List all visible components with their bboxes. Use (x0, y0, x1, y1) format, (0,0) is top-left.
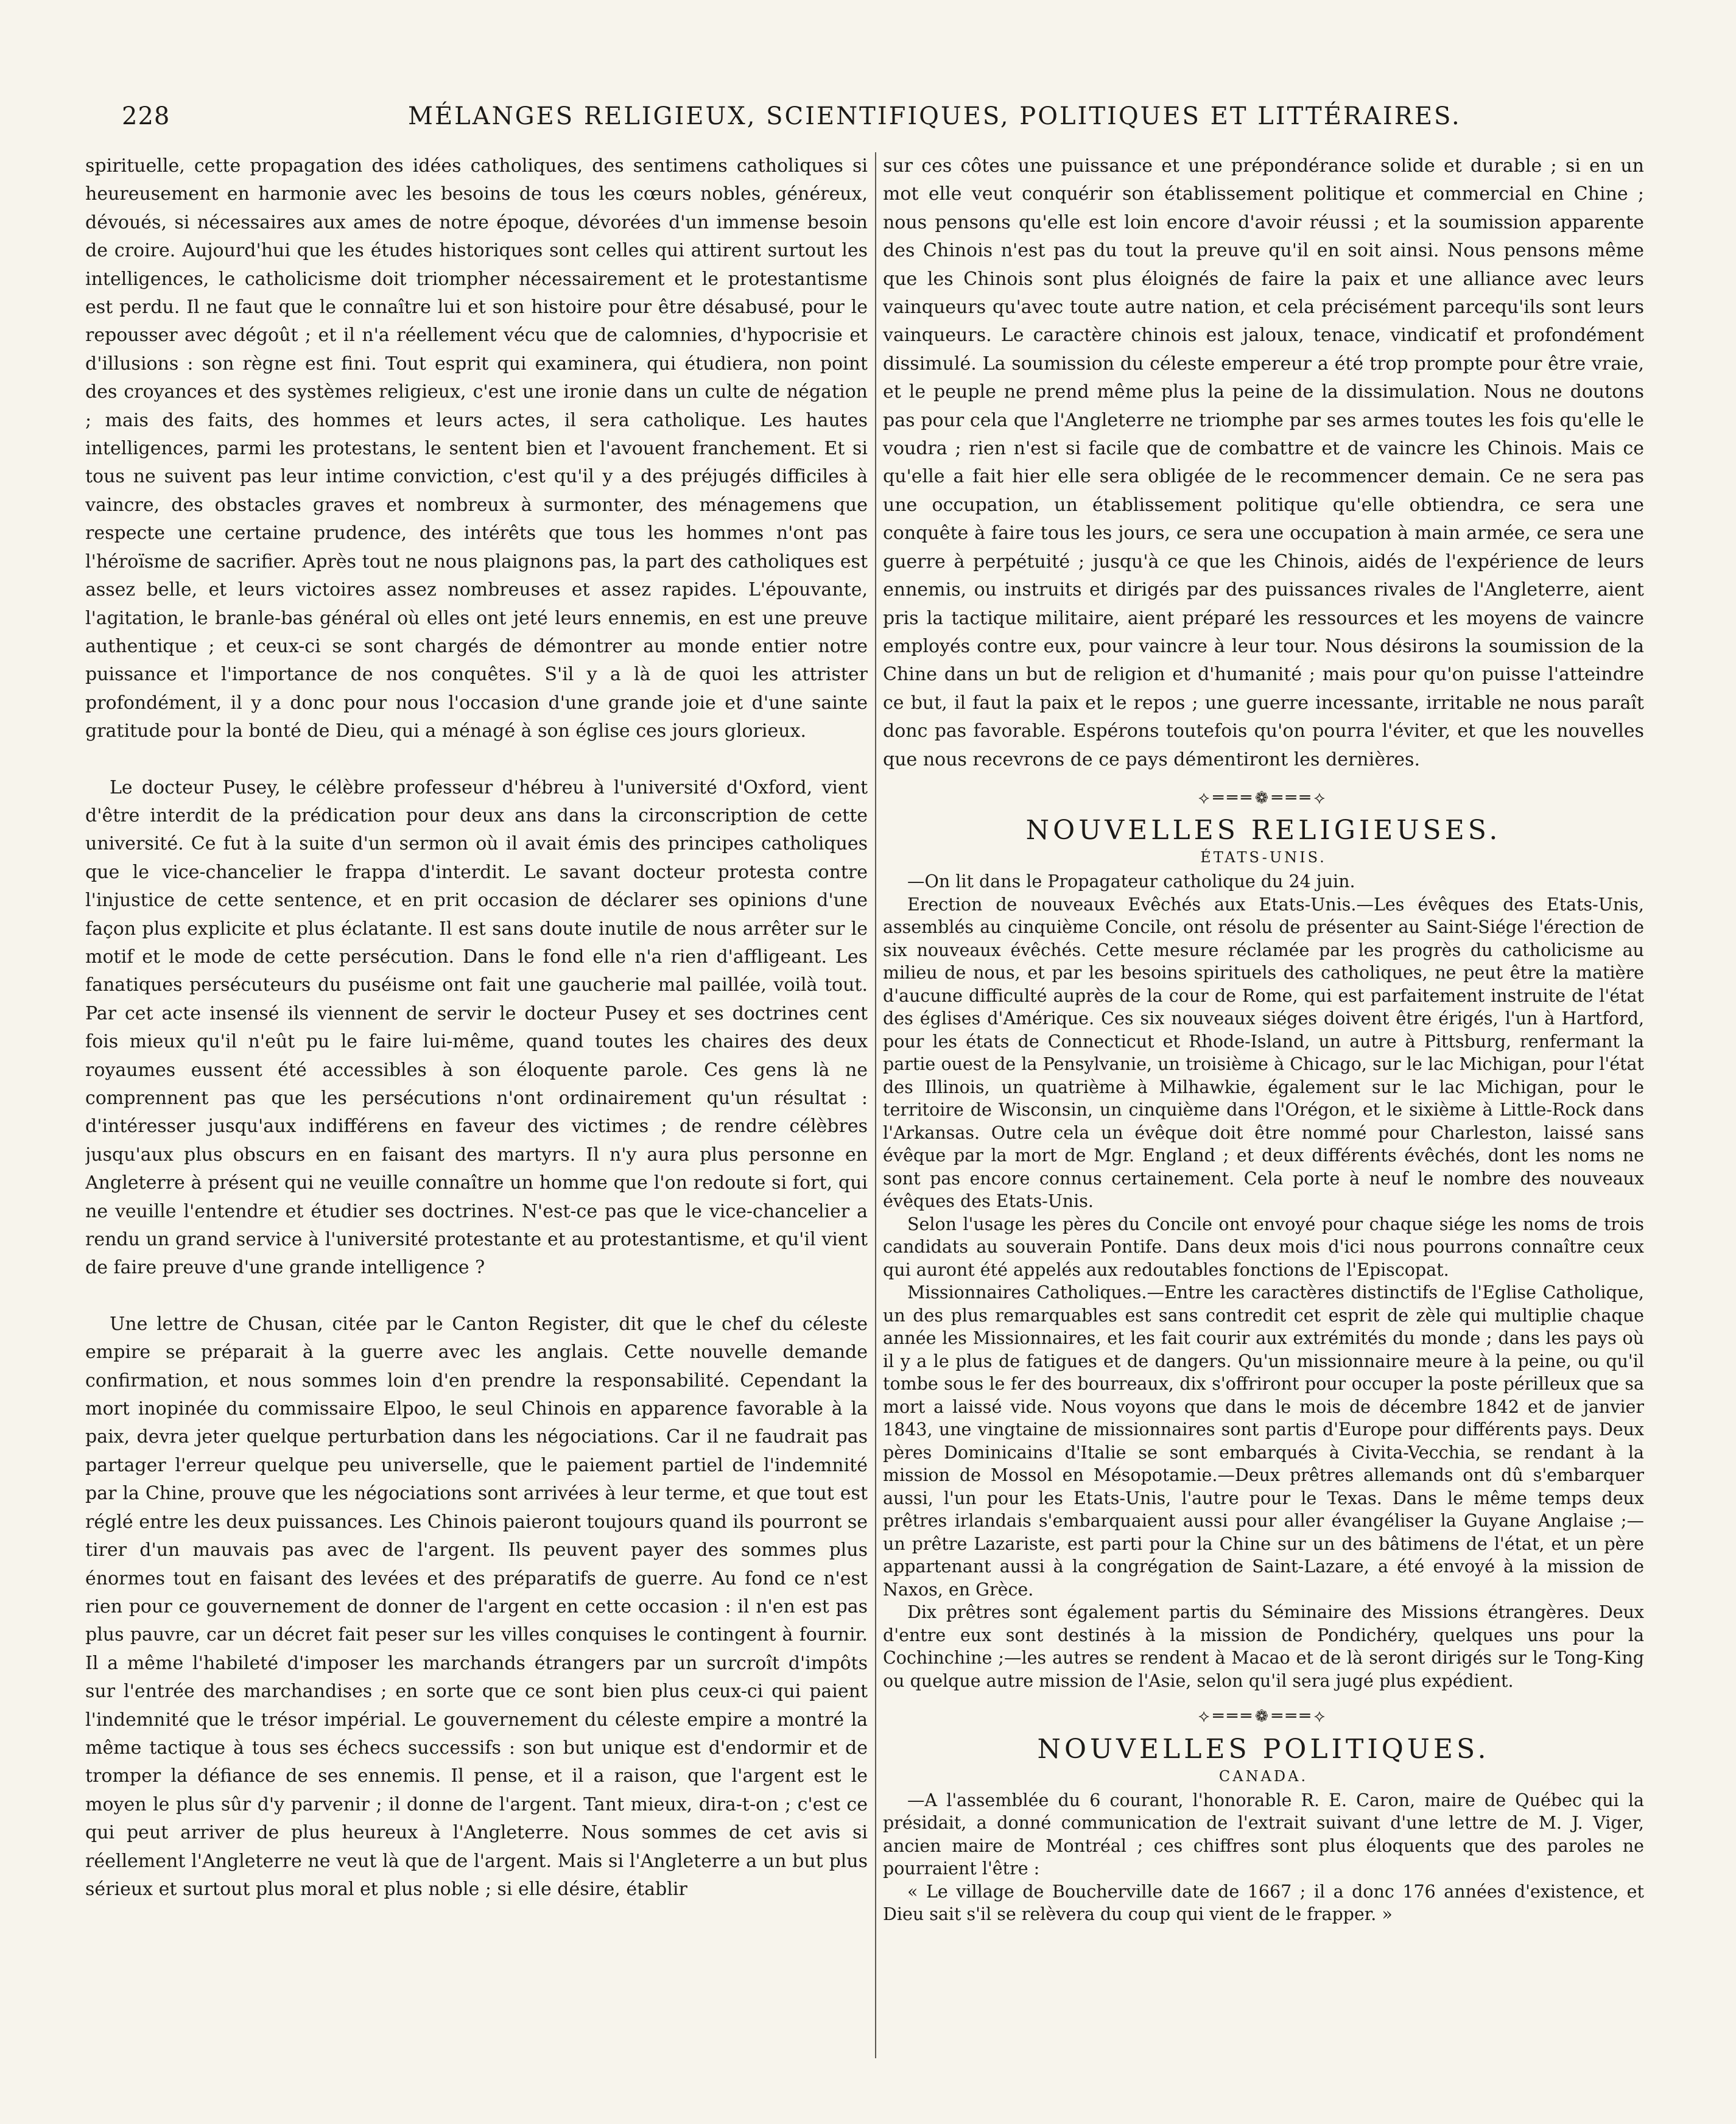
page-header (122, 102, 1656, 145)
page-number: 228 (122, 102, 170, 130)
running-title: MÉLANGES RELIGIEUX, SCIENTIFIQUES, POLITIQUES ET LITTÉRAIRES. (408, 102, 1461, 130)
news-paragraph: —On lit dans le Propagateur catholique du 24 juin. (907, 871, 1355, 892)
article-paragraph: spirituelle, cette propagation des idées catholiques, des sentimens catholiques si heureusement en harmonie avec les besoins de tous les cœurs nobles, généreux, dévoués, si nécessaires aux ames de notre époque, dévorées d'un immense besoin de croire. Aujourd'hui que les études historiques sont celles qui attirent surtout les intelligences, le catholicisme doit triompher nécessairement et le protestantisme est perdu. Il ne faut que le connaître lui et son histoire pour être désabusé, pour le repousser avec dégoût ; et il n'a réellement vécu que de calomnies, d'hypocrisie et d'illusions : son règne est fini. Tout esprit qui examinera, qui étudiera, non point des croyances et des systèmes religieux, c'est une ironie dans un culte de négation ; mais des faits, des hommes et leurs actes, il sera catholique. Les hautes intelligences, parmi les protestans, le sentent bien et l'avouent franchement. Et si tous ne suivent pas leur intime conviction, c'est qu'il y a des préjugés difficiles à vaincre, des obstacles graves et nombreux à surmonter, des ménagemens que respecte une certaine prudence, des intérêts que tous les hommes n'ont pas l'héroïsme de sacrifier. Après tout ne nous plaignons pas, la part des catholiques est assez belle, et leurs victoires assez nombreuses et assez rapides. L'épouvante, l'agitation, le branle-bas général où elles ont jeté leurs ennemis, en est une preuve authentique ; et ceux-ci se sont chargés de démontrer au monde entier notre puissance et l'importance de nos conquêtes. S'il y a là de quoi les attrister profondément, il y a donc pour nous l'occasion d'une grande joie et d'une sainte gratitude pour la bonté de Dieu, qui a ménagé à son église ces jours glorieux. (85, 155, 868, 742)
ornament-divider: ⟡═══❁═══⟡ (1198, 787, 1329, 807)
section-title-religious: NOUVELLES RELIGIEUSES. (1025, 815, 1502, 846)
left-column (85, 152, 868, 2089)
news-paragraph: Erection de nouveaux Evêchés aux Etats-Unis.—Les évêques des Etats-Unis, assemblés au cinquième Concile, ont résolu de présenter au Saint-Siége l'érection de six nouveaux évêchés. Cette mesure réclamée par les progrès du catholicisme au milieu de nous, et par les besoins spirituels des catholiques, ne peut être la matière d'aucune difficulté auprès de la cour de Rome, qui est parfaitement instruite de l'état des églises d'Amérique. Ces six nouveaux siéges doivent être érigés, l'un à Hartford, pour les états de Connecticut et Rhode-Island, un autre à Pittsburg, renfermant la partie ouest de la Pensylvanie, un troisième à Chicago, sur le lac Michigan, pour l'état des Illinois, un quatrième à Milhawkie, également sur le lac Michigan, pour le territoire de Wisconsin, un cinquième dans l'Orégon, et le sixième à Little-Rock dans l'Arkansas. Outre cela un évêque doit être nommé pour Charleston, laissé sans évêque par la mort de Mgr. England ; et deux différents évêchés, dont les noms ne sont pas encore connus certainement. Cela porte à neuf le nombre des nouveaux évêques des Etats-Unis. (883, 894, 1644, 1212)
right-column (883, 152, 1644, 2089)
article-paragraph: Une lettre de Chusan, citée par le Canton Register, dit que le chef du céleste empire se préparait à la guerre avec les anglais. Cette nouvelle demande confirmation, et nous sommes loin d'en prendre la responsabilité. Cependant la mort inopinée du commissaire Elpoo, le seul Chinois en apparence favorable à la paix, devra jeter quelque perturbation dans les négociations. Car il ne faudrait pas partager l'erreur quelque peu universelle, que le paiement partiel de l'indemnité par la Chine, prouve que les négociations sont arrivées à leur terme, et que tout est réglé entre les deux puissances. Les Chinois paieront toujours quand ils pourront se tirer d'un mauvais pas avec de l'argent. Ils peuvent payer des sommes plus énormes tout en faisant des levées et des préparatifs de guerre. Au fond ce n'est rien pour ce gouvernement de donner de l'argent en cette occasion : il n'en est pas plus pauvre, car un décret fait peser sur les villes conquises le contingent à fournir. Il a même l'habileté d'imposer les marchands étrangers par un surcroît d'impôts sur l'entrée des marchandises ; en sorte que ce sont bien plus ceux-ci qui paient l'indemnité que le trésor impérial. Le gouvernement du céleste empire a montré la même tactique à tous ses échecs successifs : son but unique est d'endormir et de tromper la défiance de ses ennemis. Il pense, et il a raison, que l'argent est le moyen le plus sûr d'y parvenir ; il donne de l'argent. Tant mieux, dira-t-on ; c'est ce qui peut arriver de plus heureux à l'Angleterre. Nous sommes de cet avis si réellement l'Angleterre ne veut là que de l'argent. Mais si l'Angleterre a un but plus sérieux et surtout plus moral et plus noble ; si elle désire, établir (85, 1313, 868, 1900)
section-subtitle: CANADA. (1218, 1767, 1309, 1785)
news-paragraph: —A l'assemblée du 6 courant, l'honorable R. E. Caron, maire de Québec qui la présidait, a donné communication de l'extrait suivant d'une lettre de M. J. Viger, ancien maire de Montréal ; ces chiffres sont plus éloquents que des paroles ne pourraient l'être : (883, 1790, 1644, 1879)
ornament-divider: ⟡═══❁═══⟡ (1198, 1706, 1329, 1726)
section-subtitle: ÉTATS-UNIS. (1200, 849, 1327, 867)
article-paragraph: Le docteur Pusey, le célèbre professeur d'hébreu à l'université d'Oxford, vient d'être interdit de la prédication pour deux ans dans la circonscription de cette université. Ce fut à la suite d'un sermon où il avait émis des principes catholiques que le vice-chancelier le frappa d'interdit. Le savant docteur protesta contre l'injustice de cette sentence, et en prit occasion de déclarer ses opinions d'une façon plus explicite et plus éclatante. Il est sans doute inutile de nous arrêter sur le motif et le mode de cette persécution. Dans le fond elle n'a rien d'affligeant. Les fanatiques persécuteurs du puséisme ont fait une gaucherie mal paillée, voilà tout. Par cet acte insensé ils viennent de servir le docteur Pusey et ses doctrines cent fois mieux qu'il n'eût pu le faire lui-même, quand toutes les chaires des deux royaumes eussent été accessibles à son éloquente parole. Ces gens là ne comprennent pas que les persécutions n'ont ordinairement qu'un résultat : d'intéresser jusqu'aux indifférens en faveur des victimes ; de rendre célèbres jusqu'aux plus obscurs en en faisant des martyrs. Il n'y aura plus personne en Angleterre à présent qui ne veuille connaître un homme que l'on redoute si fort, qui ne veuille l'entendre et étudier ses doctrines. N'est-ce pas que le vice-chancelier a rendu un grand service à l'université protestante et au protestantisme, et qu'il vient de faire preuve d'une grande intelligence ? (85, 776, 868, 1279)
news-paragraph: « Le village de Boucherville date de 1667 ; il a donc 176 années d'existence, et Dieu sait s'il se relèvera du coup qui vient de le frapper. » (883, 1881, 1644, 1925)
column-divider (875, 152, 876, 2058)
news-paragraph: Selon l'usage les pères du Concile ont envoyé pour chaque siége les noms de trois candidats au souverain Pontife. Dans deux mois d'ici nous pourrons connaître ceux qui auront été appelés aux redoutables fonctions de l'Episcopat. (883, 1214, 1644, 1280)
news-paragraph: Missionnaires Catholiques.—Entre les caractères distinctifs de l'Eglise Catholique, un des plus remarquables est sans contredit cet esprit de zèle qui multiplie chaque année les Missionnaires, et les fait courir aux extrémités du monde ; dans les pays où il y a le plus de fatigues et de dangers. Qu'un missionnaire meure à la peine, ou qu'il tombe sous le fer des bourreaux, dix s'offriront pour occuper la poste périlleux que sa mort a laissé vide. Nous voyons que dans le mois de décembre 1842 et de janvier 1843, une vingtaine de missionnaires sont partis d'Europe pour différents pays. Deux pères Dominicains d'Italie se sont embarqués à Civita-Vecchia, se rendant à la mission de Mossol en Mésopotamie.—Deux prêtres allemands ont dû s'embarquer aussi, l'un pour les Etats-Unis, l'autre pour le Texas. Dans le même temps deux prêtres irlandais s'embarquaient aussi pour aller évangéliser la Guyane Anglaise ;—un prêtre Lazariste, est parti pour la Chine sur un des bâtimens de l'état, et un père appartenant aussi à la congrégation de Saint-Lazare, a été envoyé à la mission de Naxos, en Grèce. (883, 1282, 1644, 1600)
section-title-political: NOUVELLES POLITIQUES. (1037, 1733, 1490, 1765)
article-paragraph: sur ces côtes une puissance et une prépondérance solide et durable ; si en un mot elle veut conquérir son établissement politique et commercial en Chine ; nous pensons qu'elle est loin encore d'avoir réussi ; et la soumission apparente des Chinois n'est pas du tout la preuve qu'il en soit ainsi. Nous pensons même que les Chinois sont plus éloignés de faire la paix et une alliance avec leurs vainqueurs qu'avec toute autre nation, et cela précisément parcequ'ils sont leurs vainqueurs. Le caractère chinois est jaloux, tenace, vindicatif et profondément dissimulé. La soumission du céleste empereur a été trop prompte pour être vraie, et le peuple ne prend même plus la peine de la dissimulation. Nous ne doutons pas pour cela que l'Angleterre ne triomphe par ses armes toutes les fois qu'elle le voudra ; rien n'est si facile que de combattre et de vaincre les Chinois. Mais ce qu'elle a fait hier elle sera obligée de le recommencer demain. Ce ne sera pas une occupation, un établissement politique qu'elle obtiendra, ce sera une conquête à faire tous les jours, ce sera une occupation à main armée, ce sera une guerre à perpétuité ; jusqu'à ce que les Chinois, aidés de l'expérience de leurs ennemis, ou instruits et dirigés par des puissances rivales de l'Angleterre, aient pris la tactique militaire, aient préparé les ressources et les moyens de vaincre employés contre eux, pour vaincre à leur tour. Nous désirons la soumission de la Chine dans un but de religion et d'humanité ; mais pour qu'on puisse l'atteindre ce but, il faut la paix et le repos ; une guerre incessante, irritable ne nous paraît donc pas favorable. Espérons toutefois qu'on pourra l'éviter, et que les nouvelles que nous recevrons de ce pays démentiront les dernières. (883, 155, 1644, 770)
news-paragraph: Dix prêtres sont également partis du Séminaire des Missions étrangères. Deux d'entre eux sont destinés à la mission de Pondichéry, quelques uns pour la Cochinchine ;—les autres se rendent à Macao et de là seront dirigés sur le Tong-King ou quelque autre mission de l'Asie, selon qu'il sera jugé plus expédient. (883, 1602, 1644, 1691)
